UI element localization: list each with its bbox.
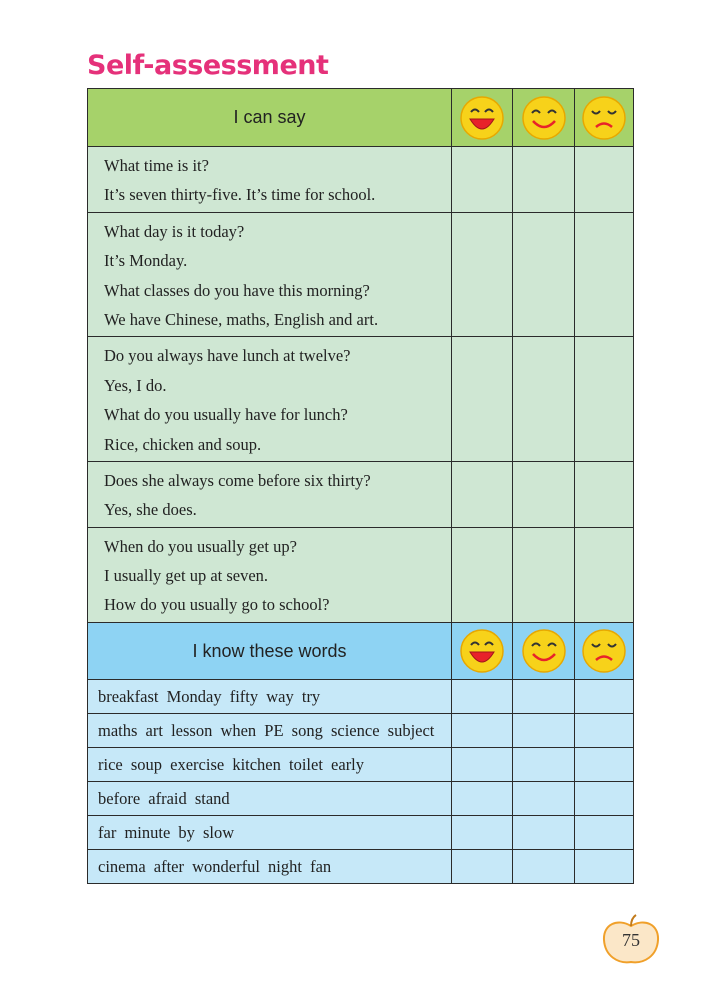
sentence-line: Do you always have lunch at twelve? <box>104 346 351 366</box>
i-know-words-header: I know these words <box>88 623 452 680</box>
rating-cell[interactable] <box>452 680 513 714</box>
page-title: Self-assessment <box>87 50 329 81</box>
word-list-cell: maths art lesson when PE song science subject <box>88 714 452 748</box>
sentence-line: What time is it? <box>104 156 209 175</box>
sentence-line: It’s seven thirty-five. It’s time for school. <box>104 185 376 205</box>
sentence-line: It’s Monday. <box>104 251 188 271</box>
sad-face-header <box>575 623 634 680</box>
sentence-line: I usually get up at seven. <box>104 566 269 586</box>
laughing-face-icon <box>459 628 505 674</box>
rating-cell[interactable] <box>513 337 575 462</box>
smiling-face-icon <box>521 628 567 674</box>
rating-cell[interactable] <box>452 337 513 462</box>
i-know-words-header-row <box>88 623 634 680</box>
rating-cell[interactable] <box>513 782 575 816</box>
rating-cell[interactable] <box>452 850 513 884</box>
rating-cell[interactable] <box>575 461 634 527</box>
word-row <box>88 816 634 850</box>
rating-cell[interactable] <box>513 147 575 213</box>
sad-face-header <box>575 89 634 147</box>
rating-cell[interactable] <box>452 714 513 748</box>
i-can-say-row <box>88 147 634 213</box>
word-list-cell: far minute by slow <box>88 816 452 850</box>
rating-cell[interactable] <box>575 782 634 816</box>
sentence-line: How do you usually go to school? <box>104 595 330 615</box>
word-list-cell: rice soup exercise kitchen toilet early <box>88 748 452 782</box>
i-can-say-row <box>88 212 634 337</box>
rating-cell[interactable] <box>452 816 513 850</box>
rating-cell[interactable] <box>575 680 634 714</box>
sentence-line: We have Chinese, maths, English and art. <box>104 309 379 329</box>
smiling-face-header <box>513 89 575 147</box>
i-can-say-header-row <box>88 89 634 147</box>
rating-cell[interactable] <box>575 212 634 337</box>
rating-cell[interactable] <box>513 212 575 337</box>
rating-cell[interactable] <box>575 337 634 462</box>
word-row <box>88 714 634 748</box>
sentence-cell <box>88 337 452 462</box>
page-number-badge <box>600 914 662 966</box>
i-can-say-header: I can say <box>88 89 452 147</box>
sentence-line: Yes, she does. <box>104 500 197 520</box>
smiling-face-icon <box>521 95 567 141</box>
rating-cell[interactable] <box>513 850 575 884</box>
rating-cell[interactable] <box>513 714 575 748</box>
sentence-cell <box>88 212 452 337</box>
rating-cell[interactable] <box>452 748 513 782</box>
word-list-cell: cinema after wonderful night fan <box>88 850 452 884</box>
sentence-line: What do you usually have for lunch? <box>104 405 348 425</box>
rating-cell[interactable] <box>575 147 634 213</box>
word-row <box>88 850 634 884</box>
sentence-cell <box>88 461 452 527</box>
rating-cell[interactable] <box>452 212 513 337</box>
rating-cell[interactable] <box>575 748 634 782</box>
rating-cell[interactable] <box>575 714 634 748</box>
laughing-face-icon <box>459 95 505 141</box>
rating-cell[interactable] <box>513 748 575 782</box>
sentence-line: Does she always come before six thirty? <box>104 470 371 490</box>
sentence-line: What day is it today? <box>104 221 245 241</box>
sentence-line: What classes do you have this morning? <box>104 280 370 300</box>
sad-face-icon <box>581 628 627 674</box>
word-list-cell: before afraid stand <box>88 782 452 816</box>
i-can-say-row <box>88 337 634 462</box>
i-know-these-words-table <box>87 622 634 884</box>
page-number: 75 <box>622 930 640 950</box>
rating-cell[interactable] <box>513 816 575 850</box>
rating-cell[interactable] <box>513 680 575 714</box>
sentence-cell <box>88 147 452 213</box>
rating-cell[interactable] <box>575 850 634 884</box>
word-row <box>88 748 634 782</box>
word-list-cell: breakfast Monday fifty way try <box>88 680 452 714</box>
word-row <box>88 680 634 714</box>
rating-cell[interactable] <box>575 816 634 850</box>
rating-cell[interactable] <box>452 461 513 527</box>
laughing-face-header <box>452 89 513 147</box>
rating-cell[interactable] <box>452 147 513 213</box>
rating-cell[interactable] <box>452 782 513 816</box>
laughing-face-header <box>452 623 513 680</box>
sentence-line: When do you usually get up? <box>104 536 297 556</box>
i-can-say-table <box>87 88 634 652</box>
word-row <box>88 782 634 816</box>
sentence-line: Yes, I do. <box>104 375 167 395</box>
rating-cell[interactable] <box>513 461 575 527</box>
sad-face-icon <box>581 95 627 141</box>
smiling-face-header <box>513 623 575 680</box>
i-can-say-row <box>88 461 634 527</box>
sentence-line: Rice, chicken and soup. <box>104 434 262 454</box>
